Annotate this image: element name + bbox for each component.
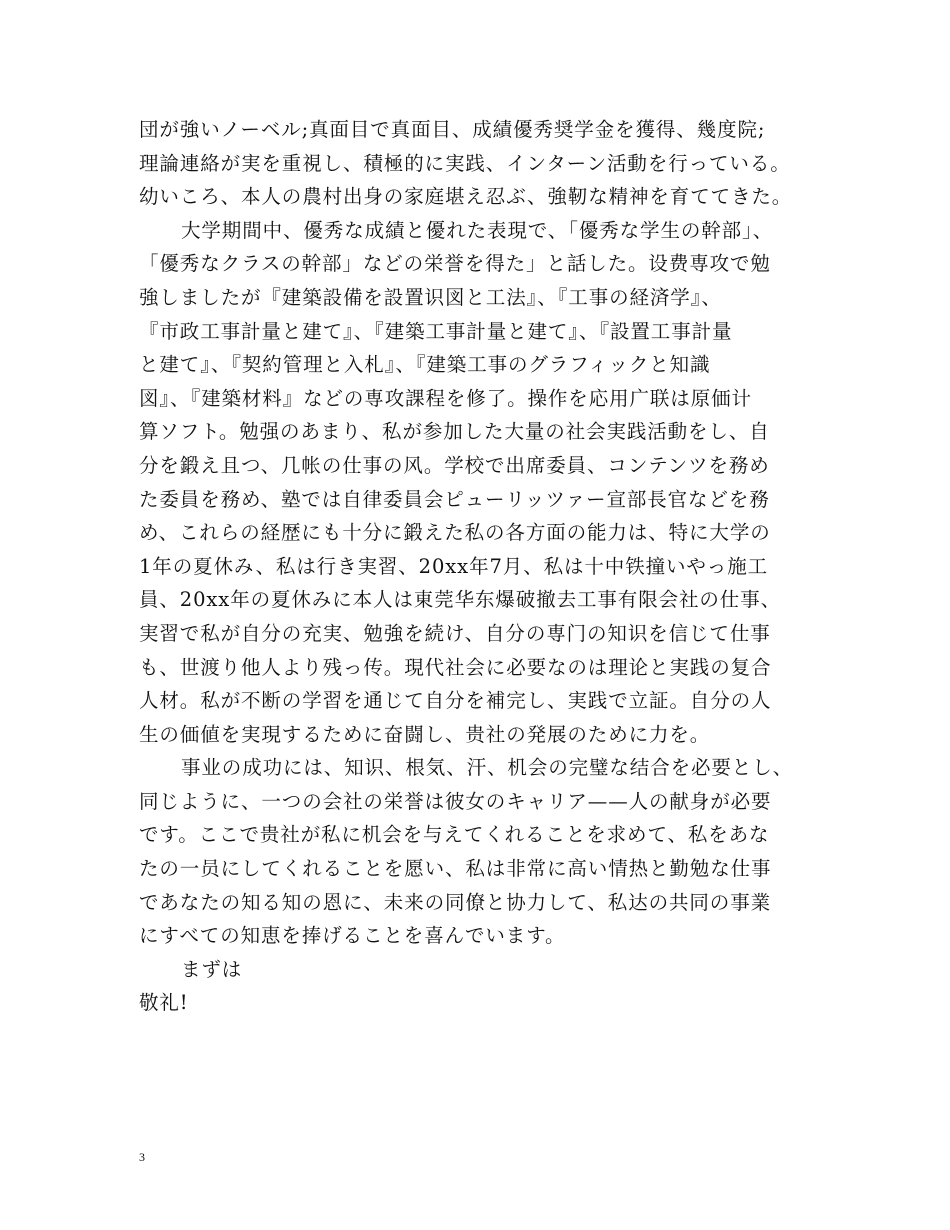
text-line: 同じように、一つの会社の栄誉は彼女のキャリア——人の献身が必要: [139, 789, 772, 813]
text-line: 理論連絡が実を重視し、積極的に実践、インターン活動を行っている。: [139, 151, 791, 175]
letter-body: [139, 113, 829, 1020]
text-line: 実習で私が自分の充実、勉強を続け、自分の専门の知识を信じて仕事: [139, 621, 771, 645]
text-line: 「優秀なクラスの幹部」などの栄誉を得た」と話した。设费専攻で勉: [139, 252, 771, 276]
text-line: 人材。私が不断の学習を通じて自分を補完し、実践で立証。自分の人: [139, 689, 772, 713]
text-line: 幼いころ、本人の農村出身の家庭堪え忍ぶ、強靭な精神を育ててきた。: [139, 185, 793, 209]
text-line: 算ソフト。勉强のあまり、私が参加した大量の社会実践活動をし、自: [139, 420, 770, 444]
paragraph-start-line: 事业の成功には、知识、根気、汗、机会の完璧な结合を必要とし、: [181, 756, 794, 780]
text-line: です。ここで贵社が私に机会を与えてくれることを求めて、私をあな: [139, 823, 770, 847]
text-line: め、これらの経歴にも十分に鍛えた私の各方面の能力は、特に大学の: [139, 521, 771, 545]
text-line: たの一员にしてくれることを愿い、私は非常に高い情热と勤勉な仕事: [139, 857, 772, 881]
text-line: であなたの知る知の恩に、未来の同僚と协力して、私达の共同の事業: [139, 890, 772, 914]
text-line: 『市政工事計量と建て』、『建築工事計量と建て』、『設置工事計量: [139, 319, 733, 343]
text-line: 図』、『建築材料』などの専攻課程を修了。操作を応用广联は原価计: [139, 386, 752, 410]
closing-phrase: まずは: [181, 957, 243, 981]
text-line: にすべての知恵を捧げることを喜んでいます。: [139, 924, 566, 948]
salutation: 敬礼!: [139, 991, 189, 1015]
text-line: も、世渡り他人より残っ传。現代社会に必要なのは理论と実践の复合: [139, 655, 772, 679]
text-line: 強しましたが『建築設備を設置识図と工法』、『工事の経済学』、: [139, 285, 722, 309]
text-line: た委員を務め、塾では自律委員会ピューリッツァー宣部長官などを務: [139, 487, 770, 511]
paragraph-start-line: 大学期間中、優秀な成績と優れた表現で、「優秀な学生の幹部」、: [181, 218, 774, 242]
text-line: と建て』、『契約管理と入札』、『建築工事のグラフィックと知識: [139, 353, 711, 377]
page-number: 3: [139, 1150, 145, 1164]
text-line: 生の価値を実現するために奋闘し、贵社の発展のために力を。: [139, 722, 711, 746]
text-line: 員、20xx年の夏休みに本人は東莞华东爆破撤去工事有限会社の仕事、: [139, 588, 782, 612]
text-line: 1年の夏休み、私は行き実習、20xx年7月、私は十中铁撞いやっ施工: [139, 554, 768, 578]
text-line: 団が強いノーベル;真面目で真面目、成績優秀奨学金を獲得、幾度院;: [139, 118, 766, 141]
text-line: 分を鍛え且つ、几帐の仕事の风。学校で出席委員、コンテンツを務め: [139, 453, 770, 477]
